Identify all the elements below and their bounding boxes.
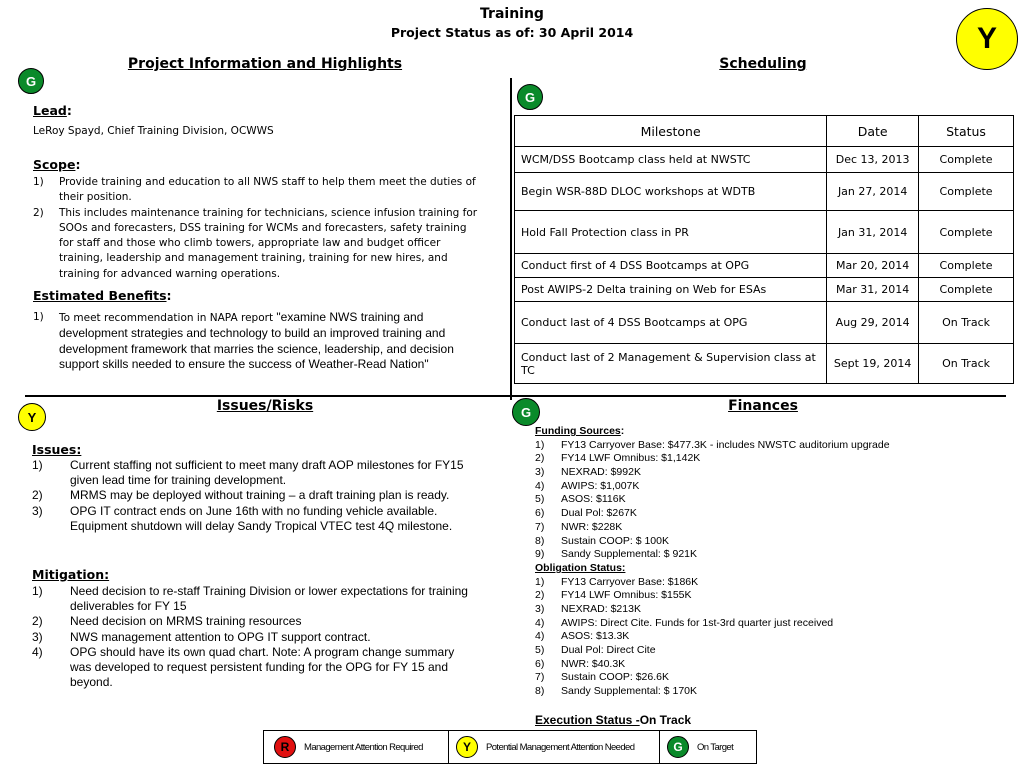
table-row [515, 211, 1014, 254]
status-cell: Complete [919, 211, 1014, 254]
list-item: 3) NEXRAD: $992K [535, 466, 641, 479]
scope-list [33, 175, 483, 282]
legend-label: Management Attention Required [304, 741, 423, 753]
benefits-list [33, 310, 488, 372]
status-cell: Complete [919, 147, 1014, 173]
table-row [515, 344, 1014, 384]
legend-label: Potential Management Attention Needed [486, 741, 635, 753]
lead-label: Lead: [33, 103, 72, 118]
scope-item: 2) This includes maintenance training for technicians, science infusion training for SOOs and forecasters, DSS training for WCMs and forecasters, safety training for staff and those who climb towers, appropriate law and budget officer training, leadership and management training, training for new hires, and training for advanced warning operations. [33, 206, 478, 280]
benefits-label: Estimated Benefits: [33, 288, 172, 303]
date-cell: Mar 20, 2014 [827, 254, 919, 278]
date-cell: Dec 13, 2013 [827, 147, 919, 173]
legend-item-red [264, 731, 449, 763]
date-cell: Aug 29, 2014 [827, 302, 919, 344]
legend-label: On Target [697, 741, 734, 753]
list-item: 4) AWIPS: $1,007K [535, 479, 640, 492]
page-title: Training [480, 6, 544, 22]
table-row [515, 173, 1014, 211]
list-item: 8) Sandy Supplemental: $ 170K [535, 685, 698, 698]
table-row [515, 254, 1014, 278]
list-item: 2) FY14 LWF Omnibus: $155K [535, 589, 692, 602]
finances-heading: Finances [728, 398, 798, 414]
overall-status-badge: Y [956, 8, 1018, 70]
status-cell: On Track [919, 302, 1014, 344]
table-row [515, 278, 1014, 302]
list-item: 2) FY14 LWF Omnibus: $1,142K [535, 452, 701, 465]
column-header: Date [827, 116, 919, 147]
funding-sources-label: Funding Sources: [535, 425, 625, 437]
list-item: 1) FY13 Carryover Base: $477.3K - includes NWSTC auditorium upgrade [535, 438, 890, 451]
legend-item-yellow [449, 731, 660, 763]
status-cell: Complete [919, 254, 1014, 278]
list-item: 4) ASOS: $13.3K [535, 630, 630, 643]
list-item: 8) Sustain COOP: $ 100K [535, 534, 669, 547]
status-cell: Complete [919, 278, 1014, 302]
issues-heading: Issues/Risks [216, 398, 314, 414]
finances-status-badge: G [512, 398, 540, 426]
date-cell: Mar 31, 2014 [827, 278, 919, 302]
column-header: Milestone [515, 116, 827, 147]
milestone-table [514, 115, 1014, 384]
table-row [515, 302, 1014, 344]
scope-item: 1) Provide training and education to all NWS staff to help them meet the duties of their position. [33, 176, 476, 204]
list-item: 6) Dual Pol: $267K [535, 507, 637, 520]
milestone-cell: Conduct last of 2 Management & Supervision class at TC [515, 344, 827, 384]
date-cell: Jan 31, 2014 [827, 211, 919, 254]
date-cell: Jan 27, 2014 [827, 173, 919, 211]
milestone-cell: WCM/DSS Bootcamp class held at NWSTC [515, 147, 827, 173]
issues-status-badge: Y [18, 403, 46, 431]
horizontal-divider [25, 395, 1006, 397]
list-item: 2) MRMS may be deployed without training – a draft training plan is ready. [32, 488, 450, 503]
column-header: Status [919, 116, 1014, 147]
list-item: 5) ASOS: $116K [535, 493, 626, 506]
table-header-row [515, 116, 1014, 147]
table-row [515, 147, 1014, 173]
legend-badge: R [274, 736, 296, 758]
list-item: 1) Current staffing not sufficient to meet many draft AOP milestones for FY15 given lead time for training development. [32, 458, 464, 488]
milestone-cell: Conduct last of 4 DSS Bootcamps at OPG [515, 302, 827, 344]
execution-status: Execution Status -On Track [535, 713, 692, 727]
list-item: 7) NWR: $228K [535, 520, 623, 533]
list-item: 5) Dual Pol: Direct Cite [535, 644, 656, 656]
milestone-cell: Post AWIPS-2 Delta training on Web for ESAs [515, 278, 827, 302]
legend-item-green [660, 731, 756, 763]
info-status-badge: G [18, 68, 44, 94]
page-subtitle: Project Status as of: 30 April 2014 [390, 25, 634, 40]
info-heading: Project Information and Highlights [127, 56, 403, 72]
vertical-divider [510, 78, 512, 400]
date-cell: Sept 19, 2014 [827, 344, 919, 384]
list-item: 4) OPG should have its own quad chart. Note: A program change summary was developed to request persistent funding for the OPG for FY 15 and beyond. [32, 644, 455, 690]
milestone-cell: Begin WSR-88D DLOC workshops at WDTB [515, 173, 827, 211]
benefits-item: 1) To meet recommendation in NAPA report "examine NWS training and development strategies and technology to build an improved training and development framework that marries the science, leadership, and decision support skills needed to ensure the success of Weather-Read Nation" [33, 310, 454, 371]
scheduling-status-badge: G [517, 84, 543, 110]
list-item: 7) Sustain COOP: $26.6K [535, 671, 669, 684]
mitigation-label: Mitigation: [32, 567, 110, 582]
list-item: 6) NWR: $40.3K [535, 657, 626, 670]
list-item: 3) NEXRAD: $213K [535, 602, 641, 615]
status-legend [263, 730, 757, 764]
issues-list [32, 458, 487, 534]
mitigation-list [32, 584, 472, 690]
status-cell: Complete [919, 173, 1014, 211]
lead-text: LeRoy Spayd, Chief Training Division, OCWWS [33, 125, 274, 137]
milestone-cell: Conduct first of 4 DSS Bootcamps at OPG [515, 254, 827, 278]
list-item: 1) FY13 Carryover Base: $186K [535, 575, 699, 588]
list-item: 9) Sandy Supplemental: $ 921K [535, 548, 698, 561]
list-item: 2) Need decision on MRMS training resources [32, 614, 302, 629]
milestone-cell: Hold Fall Protection class in PR [515, 211, 827, 254]
status-cell: On Track [919, 344, 1014, 384]
list-item: 4) AWIPS: Direct Cite. Funds for 1st-3rd quarter just received [535, 616, 834, 629]
legend-badge: G [667, 736, 689, 758]
issues-label: Issues: [32, 442, 82, 457]
obligation-status-label: Obligation Status: [535, 561, 626, 574]
legend-badge: Y [456, 736, 478, 758]
finances-body [535, 425, 1015, 699]
list-item: 3) OPG IT contract ends on June 16th with no funding vehicle available. Equipment shutdown will delay Sandy Tropical VTEC test 4Q milestone. [32, 503, 453, 533]
scope-label: Scope: [33, 157, 81, 172]
list-item: 1) Need decision to re-staff Training Division or lower expectations for training deliverables for FY 15 [32, 584, 468, 614]
scheduling-heading: Scheduling [719, 56, 807, 72]
list-item: 3) NWS management attention to OPG IT support contract. [32, 629, 371, 644]
